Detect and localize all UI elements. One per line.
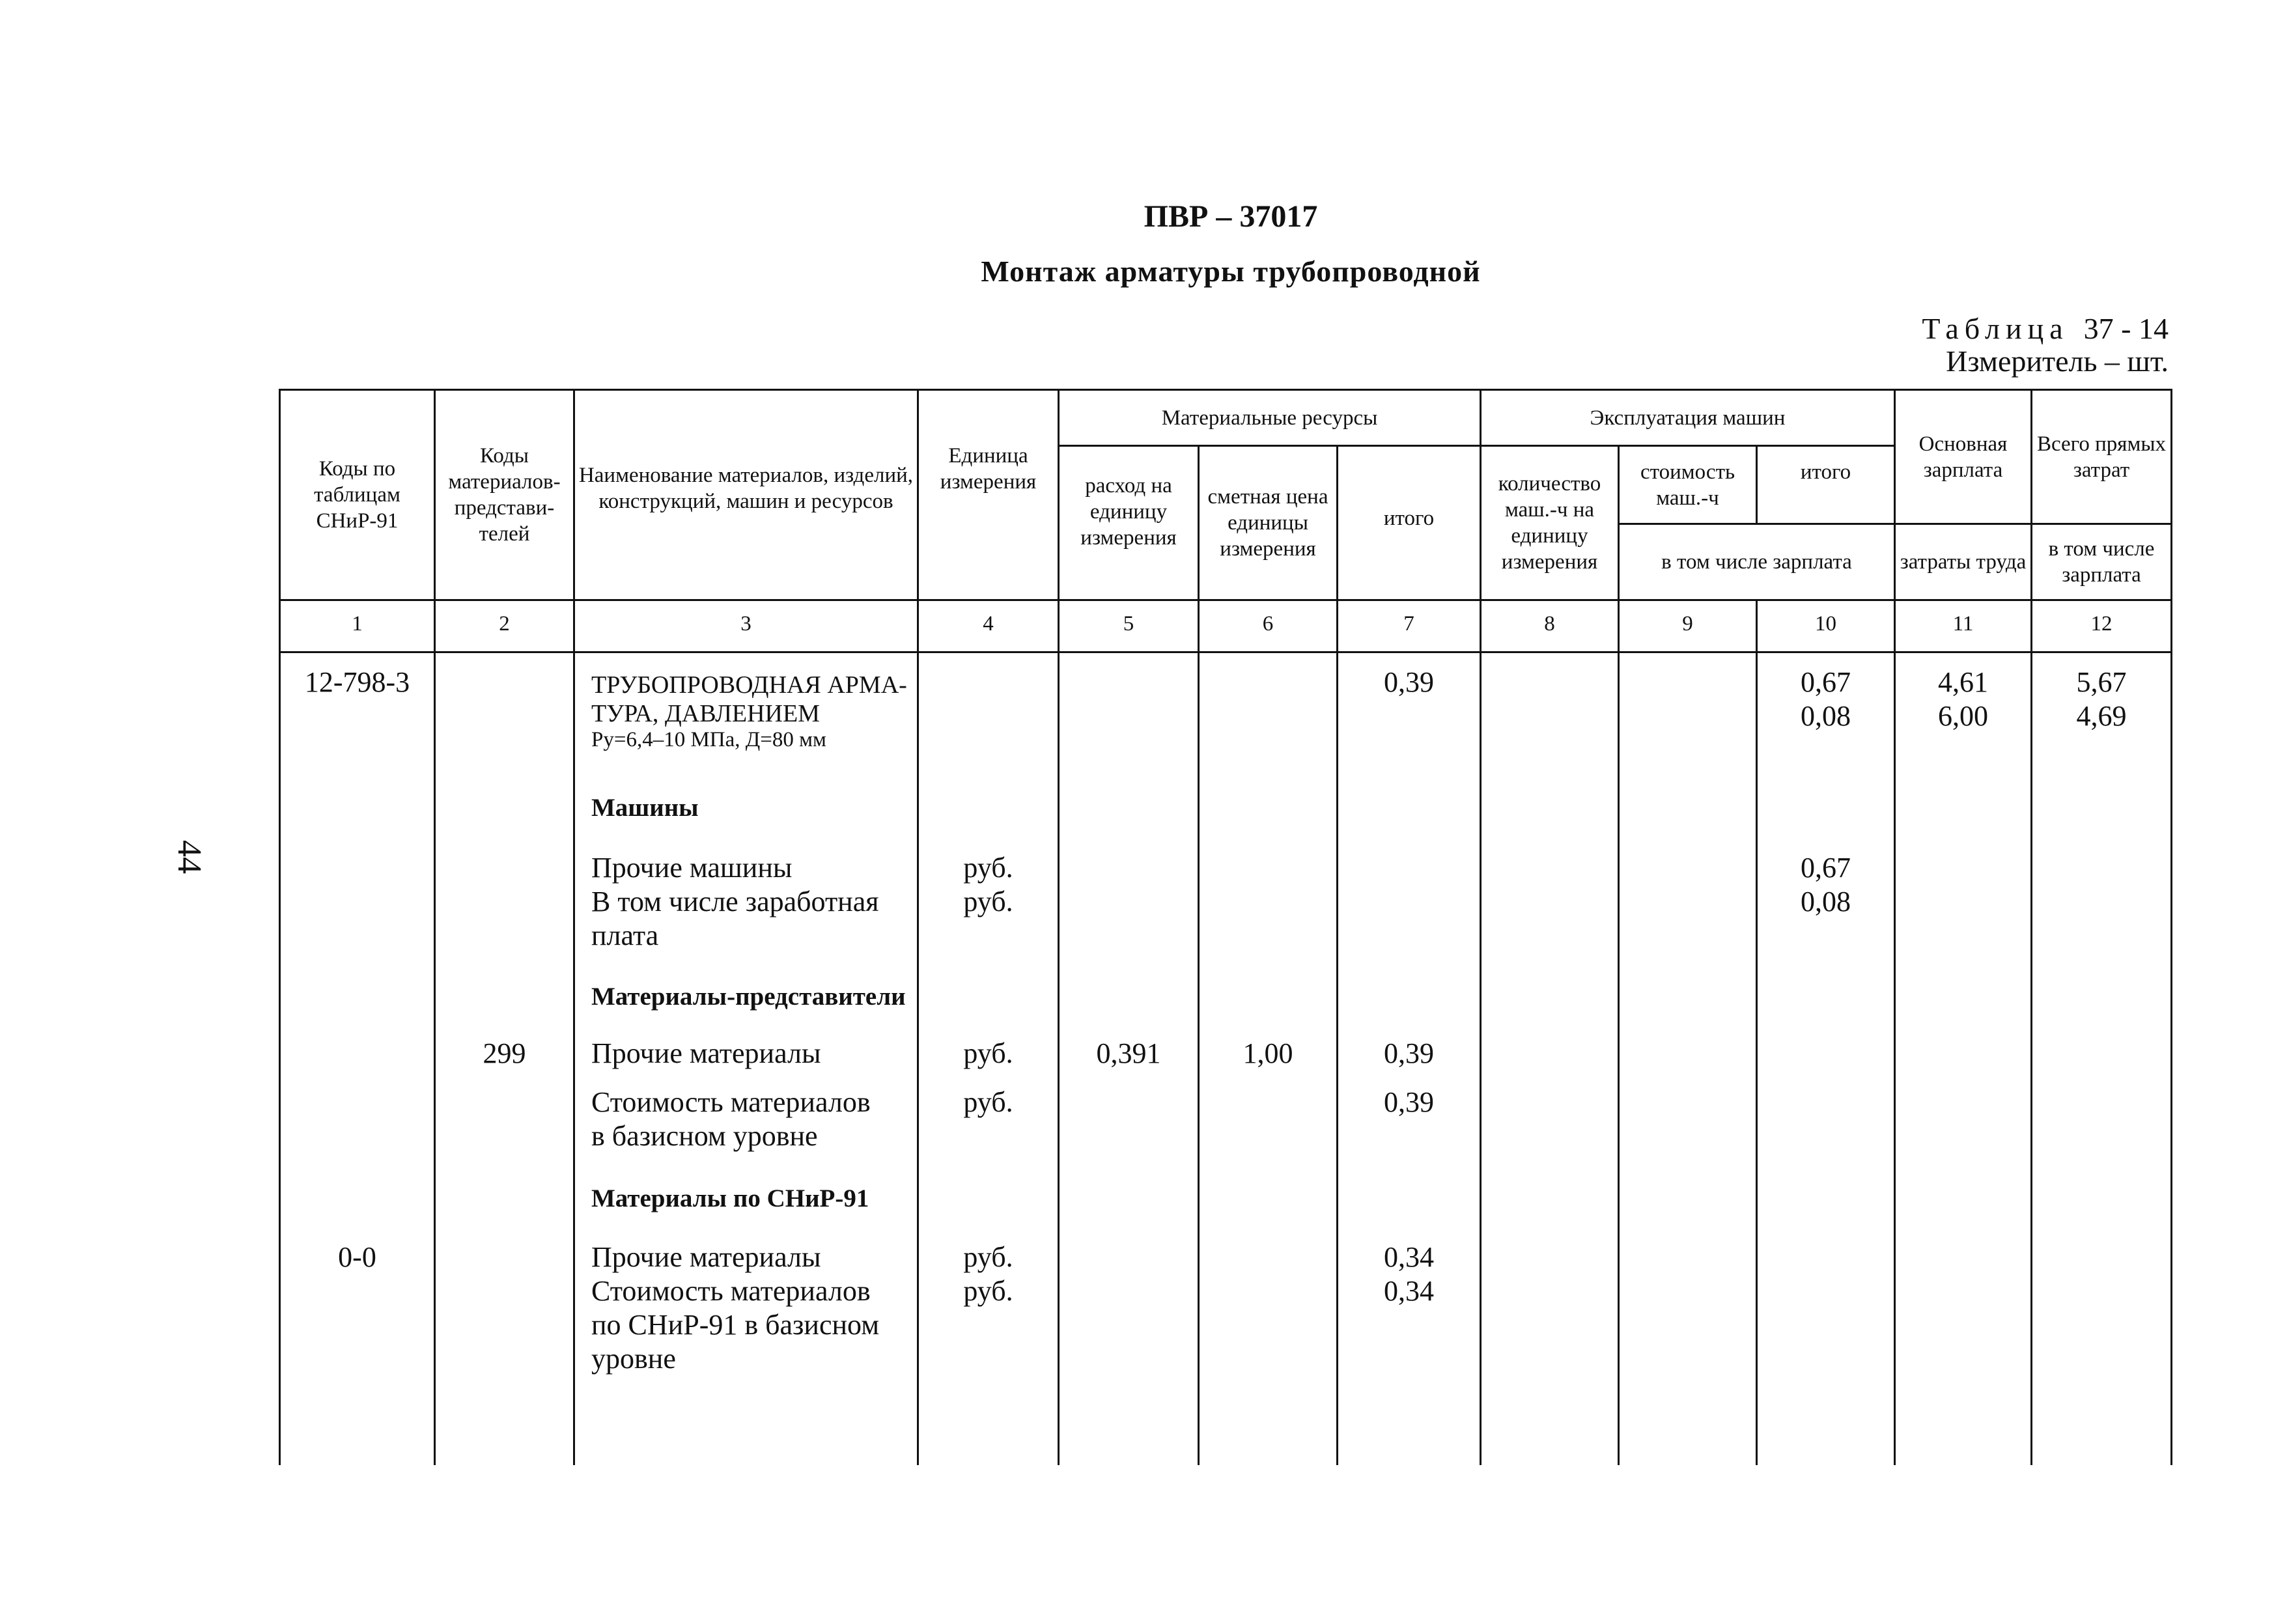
code-main: 12-798-3 — [304, 666, 410, 698]
rep-price: 1,00 — [1243, 1037, 1293, 1069]
header-incl-salary: в том числе зарплата — [1661, 550, 1852, 574]
section-machines: Машины — [591, 794, 699, 822]
column-number: 3 — [740, 612, 751, 636]
header-total-direct: Всего прямых затрат — [2036, 432, 2167, 482]
header-total-materials: итого — [1383, 507, 1435, 530]
page-number: 44 — [171, 840, 208, 874]
document-subtitle: Монтаж арматуры трубопроводной — [981, 255, 1481, 288]
header-price: сметная цена единицы измерения — [1207, 485, 1328, 561]
snir-units: руб. руб. — [963, 1241, 1013, 1307]
column-number: 5 — [1123, 612, 1134, 636]
snir-names: Прочие материалы Стоимость материалов по СНиР-91 в базисном уровне — [591, 1241, 880, 1375]
rep-code: 299 — [483, 1037, 526, 1069]
header-machine-hours: количество маш.-ч на единицу измерения — [1498, 472, 1601, 574]
measure-unit: Измеритель – шт. — [1946, 344, 2169, 378]
column-number: 4 — [983, 612, 994, 636]
column-number: 1 — [352, 612, 363, 636]
column-number: 9 — [1682, 612, 1693, 636]
table-no: 37 - 14 — [2083, 312, 2169, 345]
header-codes-snir: Коды по таблицам СНиР-91 — [314, 457, 400, 533]
column-number: 6 — [1262, 612, 1274, 636]
rep-unit: руб. — [963, 1037, 1013, 1069]
table-label: Таблица — [1922, 312, 2069, 345]
snir-total: 0,34 0,34 — [1384, 1241, 1434, 1307]
col-border-12 — [2170, 389, 2172, 1465]
header-group-materials: Материальные ресурсы — [1161, 406, 1378, 430]
column-number: 11 — [1952, 612, 1974, 636]
item-basic-salary: 4,61 6,00 — [1938, 666, 1988, 732]
table-number — [1922, 311, 2169, 346]
header-machine-cost: стоимость маш.-ч — [1640, 460, 1735, 510]
rep-name: Прочие материалы — [591, 1037, 821, 1069]
header-incl-salary-total: в том числе зарплата — [2048, 537, 2155, 587]
header-name: Наименование материалов, изделий, конструкций, машин и ресурсов — [578, 464, 914, 513]
header-codes-rep: Коды материалов-представи-телей — [448, 444, 561, 546]
rep-consumption: 0,391 — [1096, 1037, 1161, 1069]
item-params: Ру=6,4–10 МПа, Д=80 мм — [591, 728, 826, 751]
rep-cost-total: 0,39 — [1384, 1086, 1434, 1118]
section-rep-materials: Материалы-представители — [591, 983, 906, 1011]
item-total-direct: 5,67 4,69 — [2076, 666, 2127, 732]
machines-total: 0,67 0,08 — [1801, 852, 1851, 917]
header-group-machines: Эксплуатация машин — [1590, 406, 1786, 430]
item-total-materials: 0,39 — [1384, 666, 1434, 698]
column-number: 2 — [499, 612, 510, 636]
document-code: ПВР – 37017 — [1144, 199, 1318, 234]
numbers-bottom-line — [279, 651, 2172, 653]
column-number: 8 — [1544, 612, 1555, 636]
header-consumption: расход на единицу измерения — [1080, 474, 1177, 550]
header-bottom-line — [279, 599, 2172, 601]
column-number: 12 — [2090, 612, 2113, 636]
item-total-machines: 0,67 0,08 — [1801, 666, 1851, 732]
machines-names: Прочие машины В том числе заработная плата — [591, 852, 879, 951]
header-basic-salary: Основная зарплата — [1918, 432, 2008, 482]
column-number: 10 — [1815, 612, 1836, 636]
header-unit: Единица измерения — [940, 444, 1037, 494]
header-labor: затраты труда — [1900, 550, 2027, 574]
col-border-6 — [1336, 445, 1338, 1465]
rep-cost-unit: руб. — [963, 1086, 1013, 1118]
header-total-machines: итого — [1800, 460, 1851, 484]
item-title: ТРУБОПРОВОДНАЯ АРМА- ТУРА, ДАВЛЕНИЕМ — [591, 671, 907, 727]
rep-cost-name: Стоимость материалов в базисном уровне — [591, 1086, 871, 1152]
column-number: 7 — [1403, 612, 1414, 636]
rep-total: 0,39 — [1384, 1037, 1434, 1069]
machines-units: руб. руб. — [963, 852, 1013, 917]
snir-code: 0-0 — [338, 1241, 376, 1273]
section-snir-materials: Материалы по СНиР-91 — [591, 1184, 869, 1212]
